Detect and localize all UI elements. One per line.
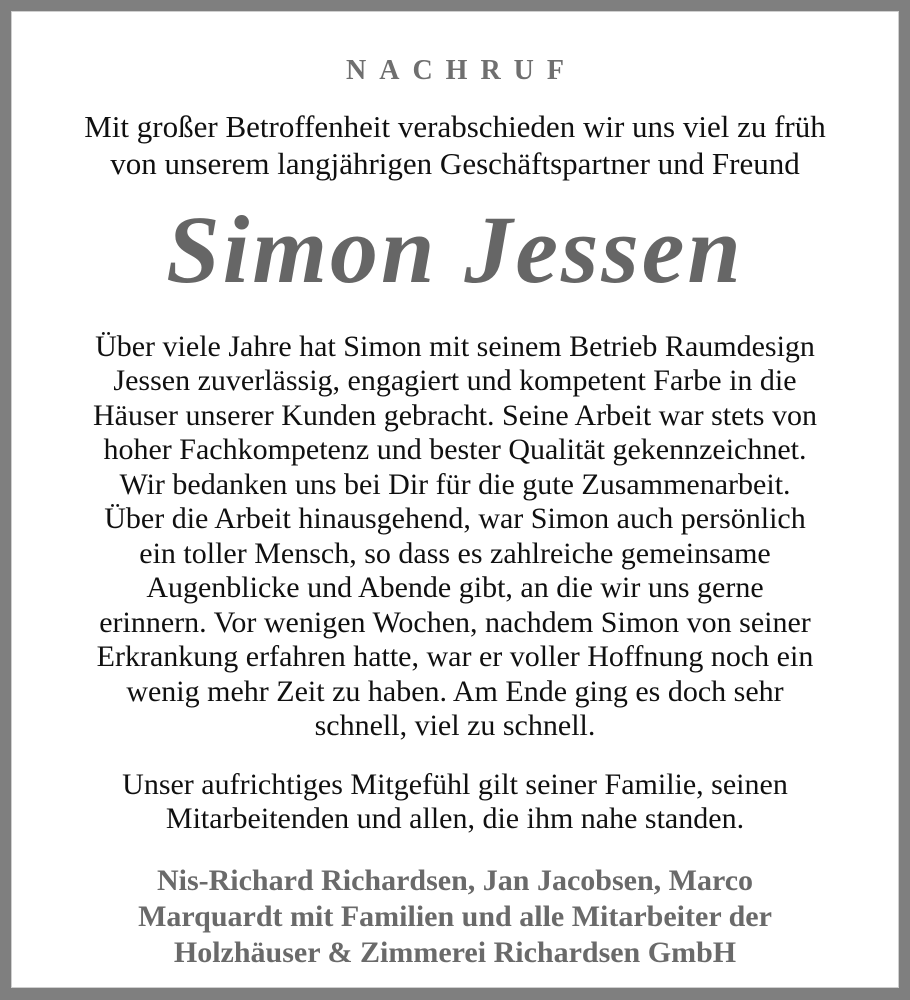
signature-block (12, 863, 898, 971)
intro-line: Mit großer Betroffenheit verabschieden wir uns viel zu früh (84, 109, 826, 144)
body-line: Erkrankung erfahren hatte, war er voller Hoffnung noch ein (96, 640, 814, 674)
intro-line: von unserem langjährigen Geschäftspartner und Freund (110, 146, 800, 181)
notice-heading: NACHRUF (346, 55, 577, 86)
obituary-card (11, 11, 899, 988)
body-line: Über viele Jahre hat Simon mit seinem Betrieb Raumdesign (95, 329, 815, 363)
obituary-body-paragraph (12, 330, 898, 744)
body-line: Über die Arbeit hinausgehend, war Simon auch persönlich (104, 502, 806, 536)
signature-line: Nis-Richard Richardsen, Jan Jacobsen, Marco (156, 863, 754, 897)
body-line: Häuser unserer Kunden gebracht. Seine Arbeit war stets von (93, 398, 817, 432)
body-line: ein toller Mensch, so dass es zahlreiche gemeinsame (139, 536, 771, 570)
body-line: Wir bedanken uns bei Dir für die gute Zusammenarbeit. (119, 467, 791, 501)
condolence-paragraph (12, 768, 898, 837)
signature-line: Holzhäuser & Zimmerei Richardsen GmbH (173, 935, 737, 969)
signature-line: Marquardt mit Familien und alle Mitarbeiter der (138, 899, 772, 933)
condolence-line: Mitarbeitenden und allen, die ihm nahe standen. (165, 802, 745, 836)
body-line: Augenblicke und Abende gibt, an die wir uns gerne (146, 571, 764, 605)
deceased-name: Simon Jessen (166, 196, 744, 303)
body-line: hoher Fachkompetenz und bester Qualität gekennzeichnet. (103, 433, 807, 467)
body-line: erinnern. Vor wenigen Wochen, nachdem Simon von seiner (99, 605, 811, 639)
condolence-line: Unser aufrichtiges Mitgefühl gilt seiner Familie, seinen (122, 767, 788, 801)
intro-paragraph (12, 108, 898, 182)
body-line: Jessen zuverlässig, engagiert und kompetent Farbe in die (113, 364, 797, 398)
body-line: wenig mehr Zeit zu haben. Am Ende ging es doch sehr (126, 674, 784, 708)
body-line: schnell, viel zu schnell. (314, 709, 596, 743)
